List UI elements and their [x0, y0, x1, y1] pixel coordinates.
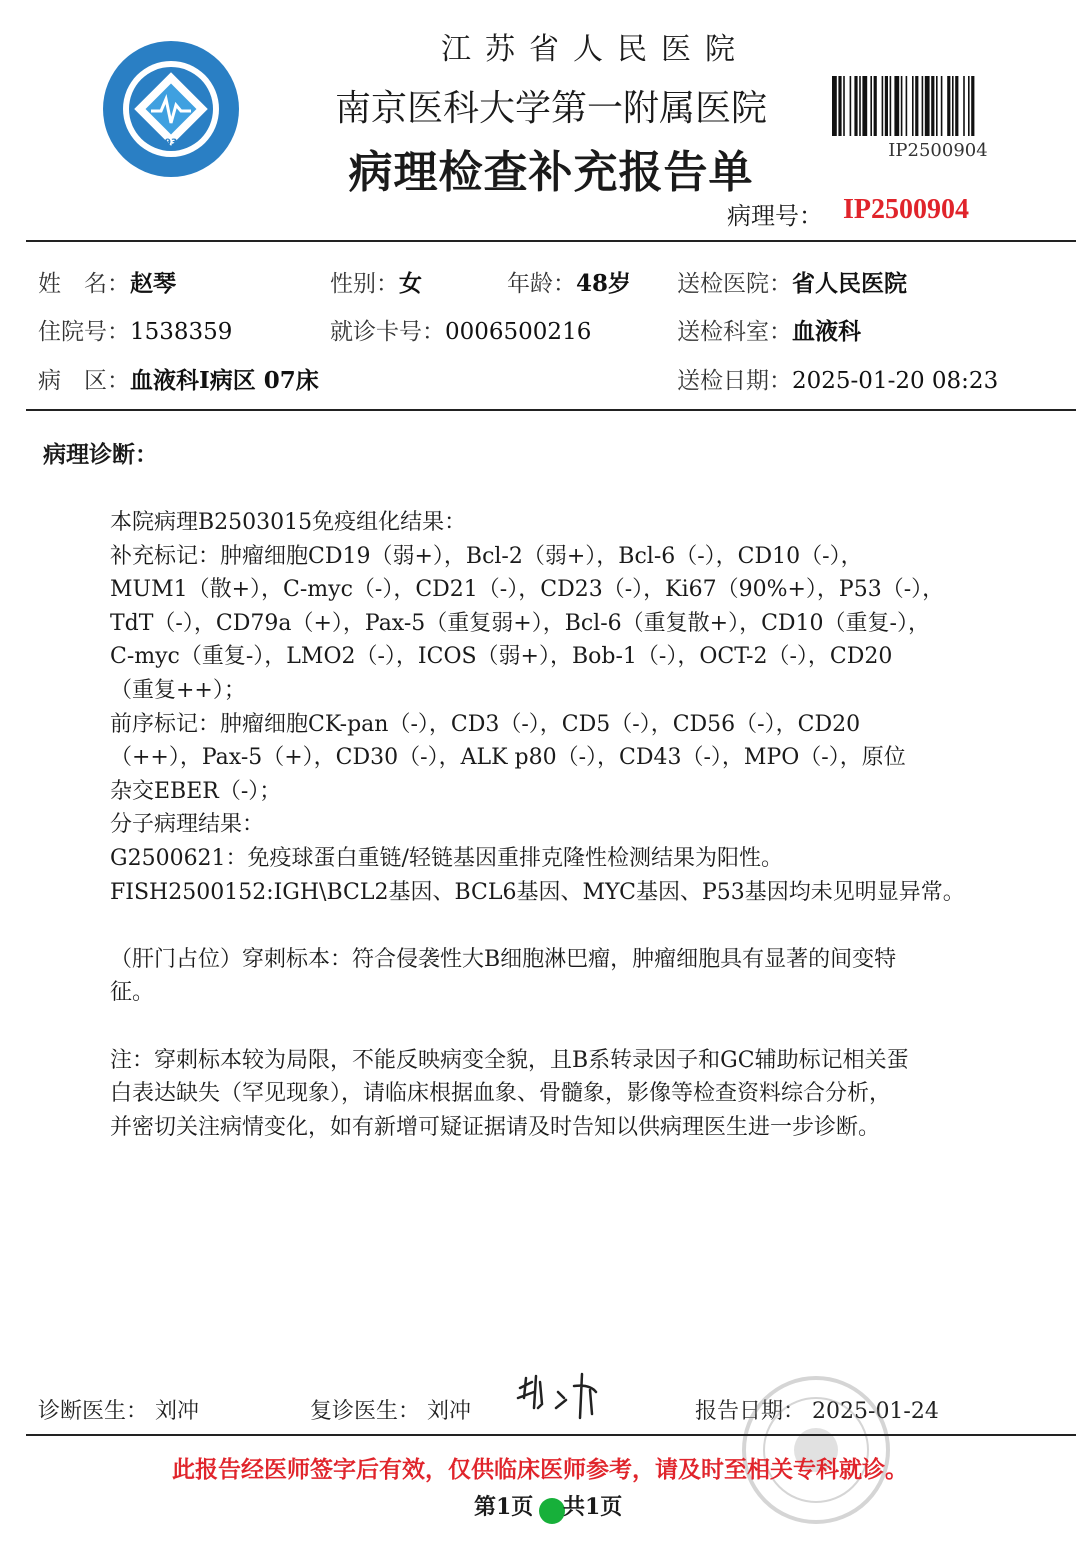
barcode-bar [894, 76, 899, 136]
diagnosis-line: （肝门占位）穿刺标本：符合侵袭性大B细胞淋巴瘤，肿瘤细胞具有显著的间变特 [110, 946, 897, 972]
barcode-bar [854, 76, 857, 136]
barcode-bar [832, 76, 837, 136]
diagnosis-line: 杂交EBER（-）； [110, 778, 282, 804]
diagnosis-title: 病理诊断： [43, 441, 158, 468]
barcode-bar [931, 76, 934, 136]
barcode-bar [862, 76, 867, 136]
barcode-bar [890, 76, 892, 136]
barcode-text: IP2500904 [888, 140, 988, 161]
barcode-bar [936, 76, 938, 136]
hospital-province: 江苏省人民医院 [441, 32, 749, 67]
report-title: 病理检查补充报告单 [348, 147, 754, 198]
diagnosis-line: 并密切关注病情变化，如有新增可疑证据请及时告知以供病理医生进一步诊断。 [110, 1114, 881, 1140]
status-dot [539, 1498, 565, 1524]
patient-sex: 性别：女 [330, 270, 422, 297]
page-current: 第1页 [474, 1494, 534, 1520]
barcode-bar [843, 76, 845, 136]
barcode-bar [941, 76, 943, 136]
hospital-name: 南京医科大学第一附属医院 [334, 88, 767, 129]
barcode-bar [925, 76, 930, 136]
divider [26, 1434, 1076, 1436]
pathology-no-label: 病理号： [727, 202, 823, 230]
diagnosis-line: FISH2500152:IGH\BCL2基因、BCL6基因、MYC基因、P53基因均未见明显异常。 [110, 879, 965, 905]
diagnosis-line: （重复++）； [110, 678, 246, 703]
inpatient-no: 住院号：1538359 [38, 319, 233, 345]
divider [26, 240, 1076, 242]
diagnosis-line: TdT（-），CD79a（+），Pax-5（重复弱+），Bcl-6（重复散+），CD10（重复-）， [110, 610, 930, 636]
barcode-bar [906, 76, 908, 136]
diagnosis-line: 前序标记：肿瘤细胞CK-pan（-），CD3（-），CD5（-），CD56（-），CD20 [110, 711, 861, 737]
divider [26, 409, 1076, 411]
validity-notice: 此报告经医师签字后有效，仅供临床医师参考，请及时至相关专科就诊。 [172, 1456, 908, 1483]
barcode-bar [870, 76, 872, 136]
diagnosis-line: 补充标记：肿瘤细胞CD19（弱+），Bcl-2（弱+），Bcl-6（-），CD10（-）， [110, 543, 863, 569]
pathology-no: IP2500904 [843, 194, 969, 225]
barcode-bar [963, 76, 965, 136]
page-total: 共1页 [563, 1494, 623, 1520]
send-dept: 送检科室：血液科 [677, 318, 861, 345]
diagnosis-line: 本院病理B2503015免疫组化结果： [110, 510, 467, 535]
diagnosis-line: G2500621：免疫球蛋白重链/轻链基因重排克隆性检测结果为阳性。 [110, 846, 783, 871]
svg-text:1936: 1936 [158, 138, 184, 148]
report-date: 报告日期： 2025-01-24 [695, 1399, 939, 1424]
barcode-bar [955, 76, 958, 136]
send-date: 送检日期：2025-01-20 08:23 [677, 368, 999, 394]
barcode-bar [952, 76, 954, 136]
patient-age: 年龄：48岁 [507, 270, 632, 297]
barcode [830, 76, 1046, 136]
barcode-bar [859, 76, 861, 136]
reviewing-doctor: 复诊医生： 刘冲 [310, 1399, 472, 1424]
barcode-bar [915, 76, 918, 136]
barcode-bar [838, 76, 841, 136]
barcode-bar [912, 76, 914, 136]
barcode-bar [850, 76, 852, 136]
send-hospital: 送检医院：省人民医院 [677, 270, 907, 297]
barcode-bar [922, 76, 924, 136]
diagnosis-line: 注：穿刺标本较为局限，不能反映病变全貌，且B系转录因子和GC辅助标记相关蛋 [110, 1047, 909, 1073]
hospital-seal [738, 1372, 894, 1528]
barcode-bar [971, 76, 974, 136]
diagnosis-line: MUM1（散+），C-myc（-），CD21（-），CD23（-），Ki67（90%+），P53（-）， [110, 577, 945, 603]
barcode-bar [947, 76, 950, 136]
diagnosis-line: 分子病理结果： [110, 812, 265, 838]
doctor-signature [512, 1368, 612, 1422]
patient-name: 姓 名：赵琴 [38, 270, 176, 297]
barcode-bar [885, 76, 888, 136]
card-no: 就诊卡号：0006500216 [330, 319, 592, 345]
barcode-bar [968, 76, 970, 136]
barcode-bar [874, 76, 877, 136]
diagnosis-line: C-myc（重复-），LMO2（-），ICOS（弱+），Bob-1（-），OCT-2（-），CD20 [110, 644, 893, 670]
diagnosis-line: 征。 [110, 980, 155, 1006]
diagnosing-doctor: 诊断医生： 刘冲 [38, 1399, 200, 1424]
diagnosis-line: （++），Pax-5（+），CD30（-），ALK p80（-），CD43（-），MPO（-），原位 [110, 745, 906, 771]
barcode-bar [882, 76, 884, 136]
ward: 病 区：血液科I病区 07床 [38, 367, 319, 394]
barcode-bar [901, 76, 903, 136]
diagnosis-line: 白表达缺失（罕见现象），请临床根据血象、骨髓象，影像等检查资料综合分析， [110, 1081, 892, 1107]
